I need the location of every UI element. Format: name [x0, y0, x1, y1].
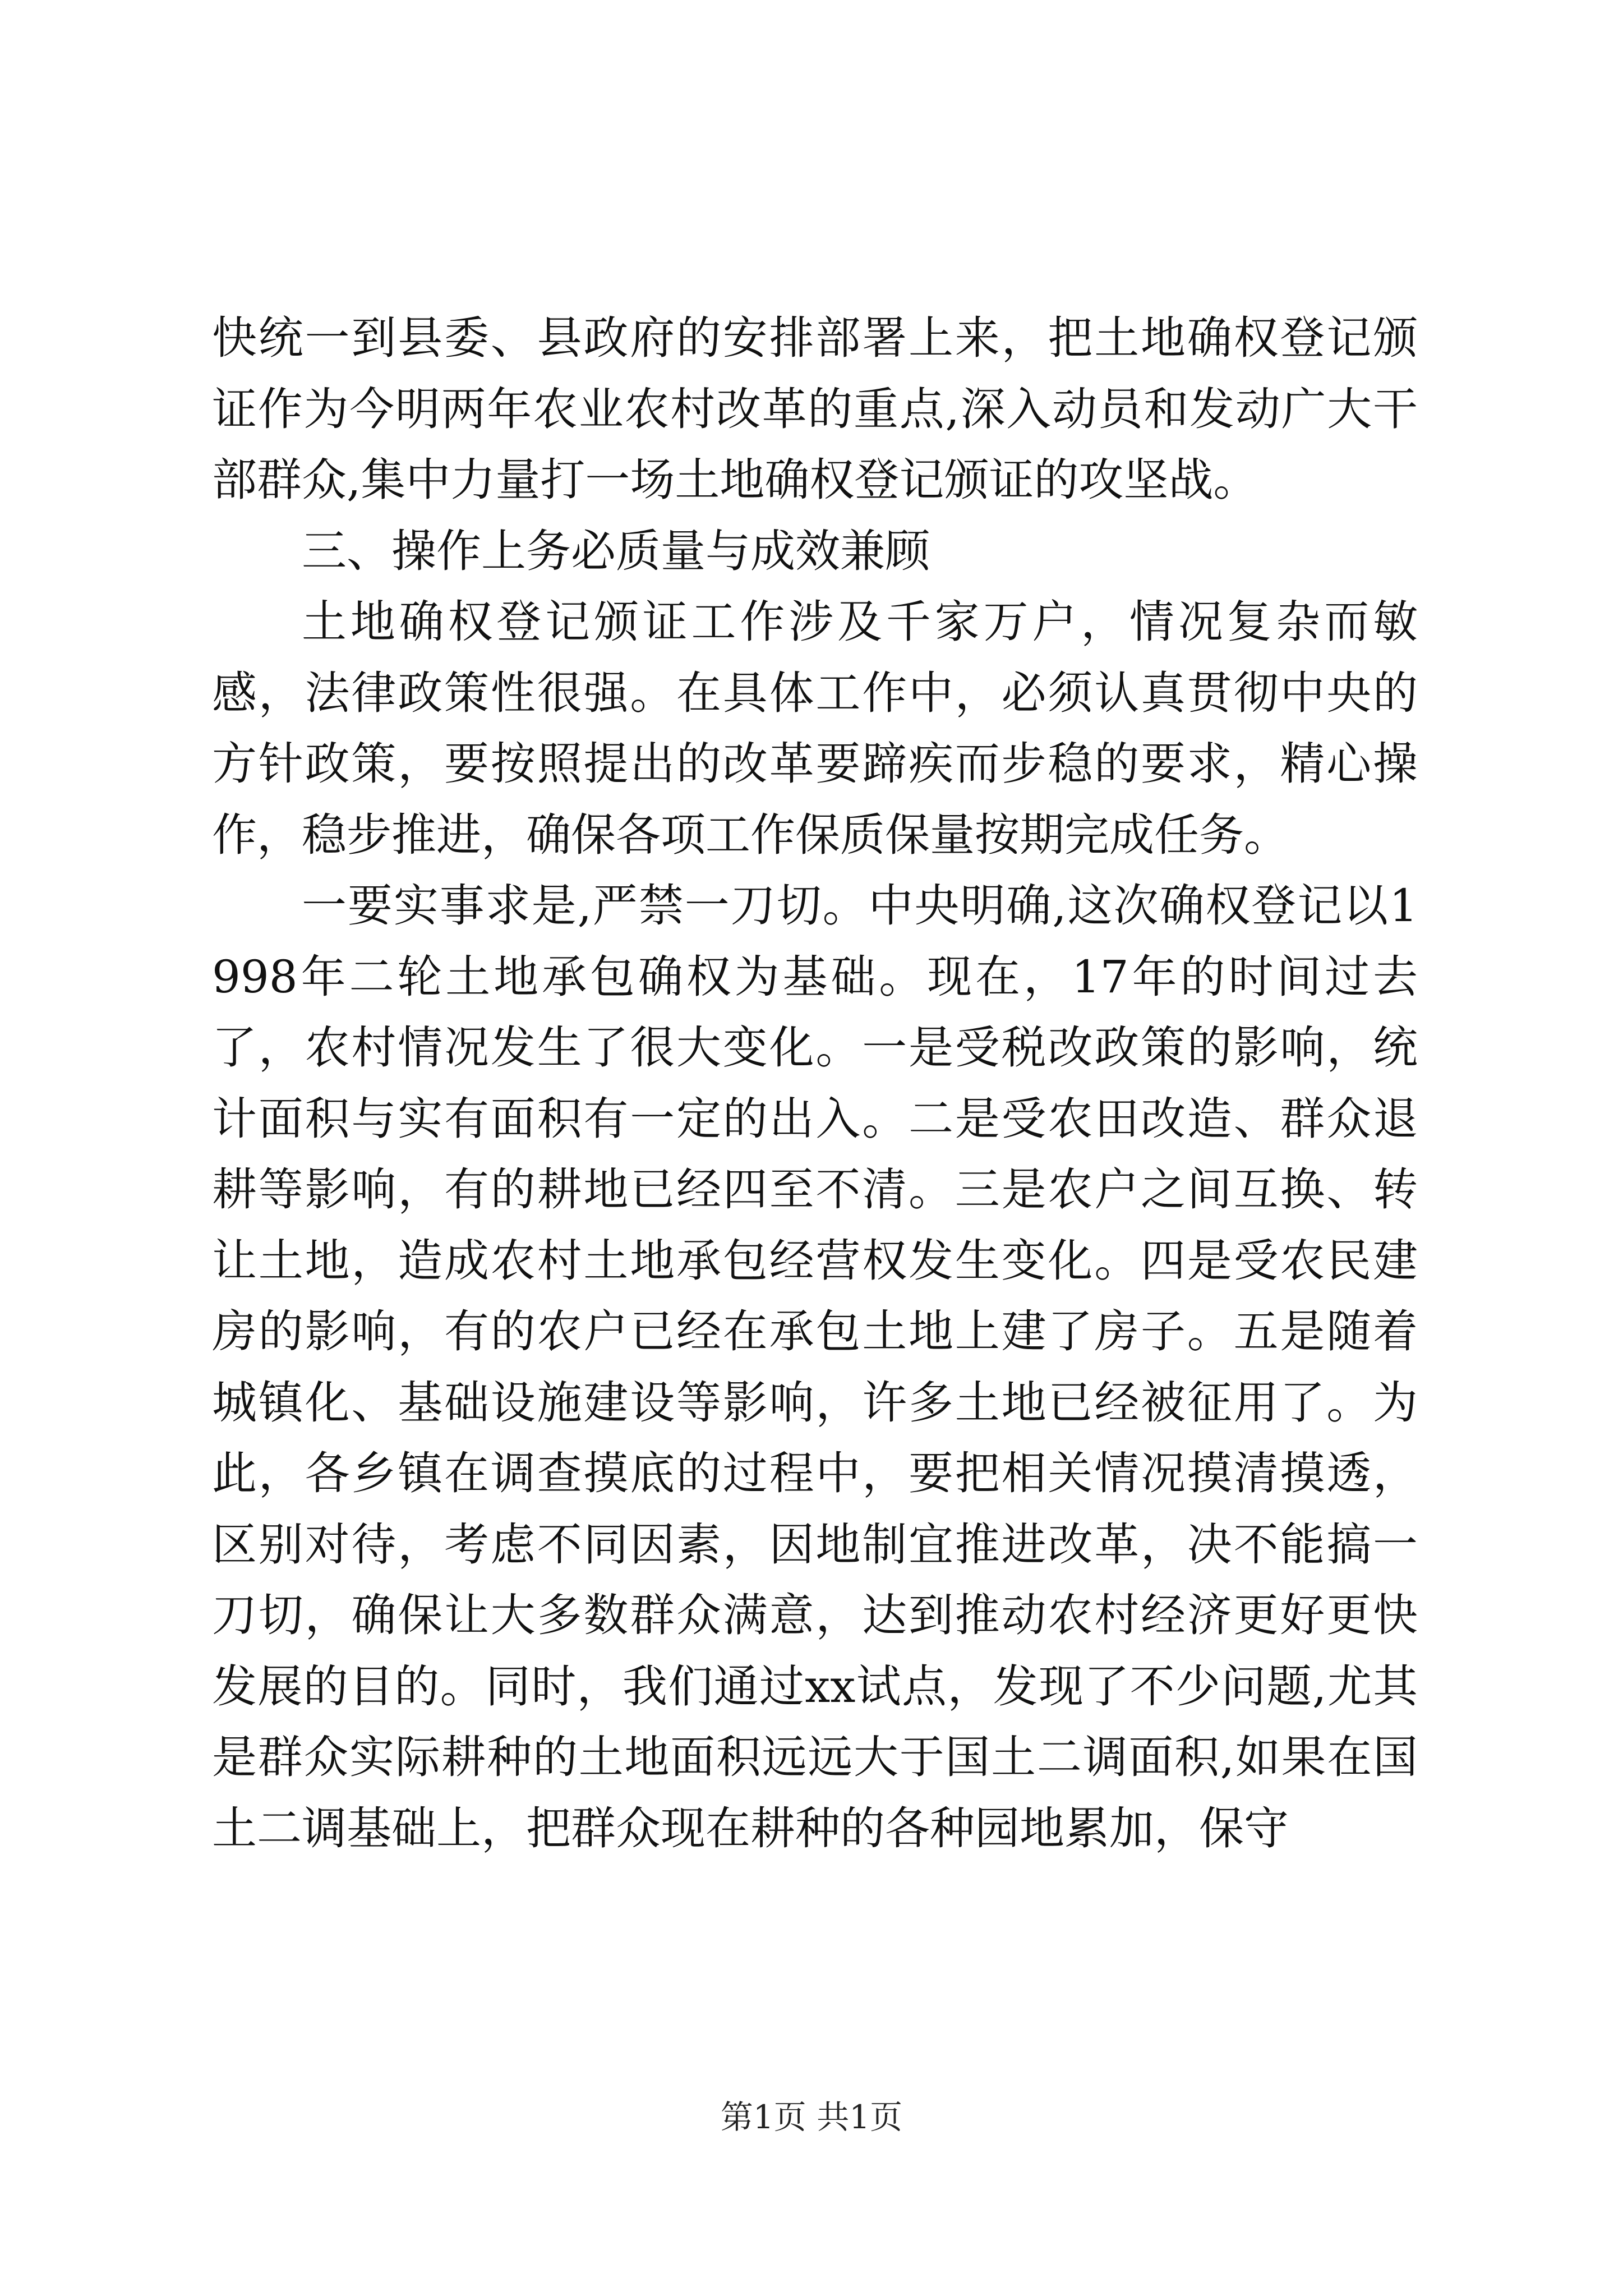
page-footer: 第1页 共1页	[720, 2098, 903, 2136]
document-body	[212, 303, 1418, 1864]
paragraph-continuation: 快统一到县委、县政府的安排部署上来，把土地确权登记颁证作为今明两年农业农村改革的重点,深入动员和发动广大干部群众,集中力量打一场土地确权登记颁证的攻坚战。	[212, 312, 1418, 506]
paragraph: 土地确权登记颁证工作涉及千家万户，情况复杂而敏感，法律政策性很强。在具体工作中，必须认真贯彻中央的方针政策，要按照提出的改革要蹄疾而步稳的要求，精心操作，稳步推进，确保各项工作保质保量按期完成任务。	[212, 596, 1418, 861]
section-heading: 三、操作上务必质量与成效兼顾	[302, 524, 930, 577]
paragraph: 一要实事求是,严禁一刀切。中央明确,这次确权登记以1998年二轮土地承包确权为基础。现在，17年的时间过去了，农村情况发生了很大变化。一是受税改政策的影响，统计面积与实有面积有一定的出入。二是受农田改造、群众退耕等影响，有的耕地已经四至不清。三是农户之间互换、转让土地，造成农村土地承包经营权发生变化。四是受农民建房的影响，有的农户已经在承包土地上建了房子。五是随着城镇化、基础设施建设等影响，许多土地已经被征用了。为此，各乡镇在调查摸底的过程中，要把相关情况摸清摸透，区别对待，考虑不同因素，因地制宜推进改革，决不能搞一刀切，确保让大多数群众满意，达到推动农村经济更好更快发展的目的。同时，我们通过xx试点，发现了不少问题,尤其是群众实际耕种的土地面积远远大于国土二调面积,如果在国土二调基础上，把群众现在耕种的各种园地累加，保守	[212, 880, 1418, 1855]
